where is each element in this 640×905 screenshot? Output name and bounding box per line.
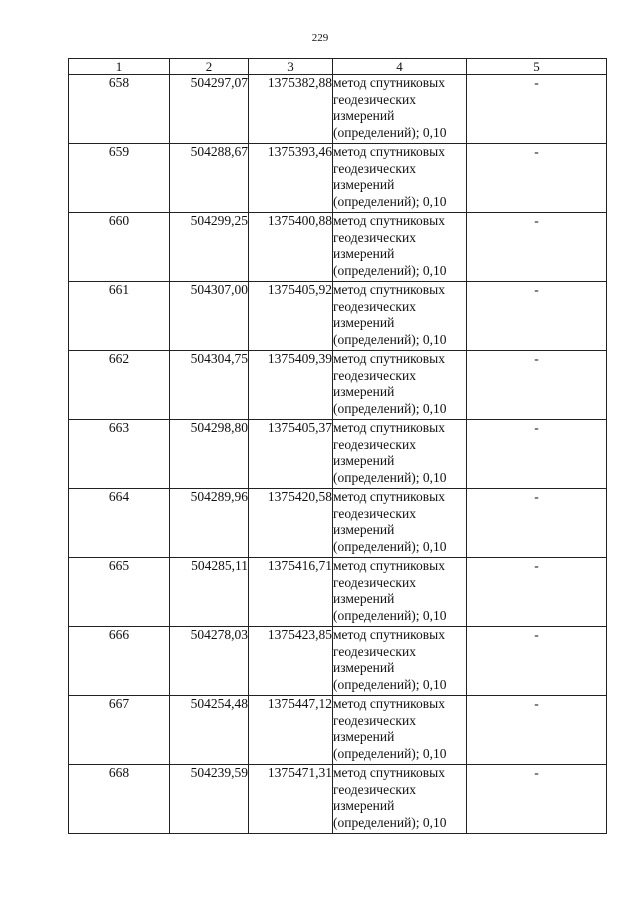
note-cell: - bbox=[467, 351, 607, 420]
table-body bbox=[69, 75, 607, 834]
x-coordinate-cell: 504288,67 bbox=[170, 144, 249, 213]
point-number-cell: 661 bbox=[69, 282, 170, 351]
y-coordinate-cell: 1375416,71 bbox=[249, 558, 333, 627]
method-line: (определений); 0,10 bbox=[333, 193, 447, 209]
y-coordinate-cell: 1375471,31 bbox=[249, 765, 333, 834]
method-line: метод спутниковых bbox=[333, 696, 445, 711]
x-coordinate-cell: 504289,96 bbox=[170, 489, 249, 558]
method-cell bbox=[333, 420, 467, 489]
y-coordinate-cell: 1375393,46 bbox=[249, 144, 333, 213]
point-number-cell: 658 bbox=[69, 75, 170, 144]
method-line: (определений); 0,10 bbox=[333, 538, 447, 554]
method-line: метод спутниковых bbox=[333, 213, 445, 228]
method-line: измерений bbox=[333, 453, 395, 468]
method-line: (определений); 0,10 bbox=[333, 331, 447, 347]
method-line: измерений bbox=[333, 384, 395, 399]
point-number-cell: 668 bbox=[69, 765, 170, 834]
column-header-number: 1 bbox=[69, 59, 170, 75]
point-number-cell: 666 bbox=[69, 627, 170, 696]
x-coordinate-cell: 504254,48 bbox=[170, 696, 249, 765]
method-line: геодезических bbox=[333, 160, 416, 176]
coordinates-table bbox=[68, 58, 607, 834]
table-row bbox=[69, 282, 607, 351]
method-cell bbox=[333, 282, 467, 351]
method-line: геодезических bbox=[333, 367, 416, 383]
note-cell: - bbox=[467, 696, 607, 765]
note-cell: - bbox=[467, 282, 607, 351]
method-line: (определений); 0,10 bbox=[333, 814, 447, 830]
method-line: метод спутниковых bbox=[333, 282, 445, 297]
method-line: (определений); 0,10 bbox=[333, 262, 447, 278]
page-number: 229 bbox=[311, 32, 329, 44]
table-row bbox=[69, 558, 607, 627]
method-line: (определений); 0,10 bbox=[333, 607, 447, 623]
method-line: геодезических bbox=[333, 298, 416, 314]
method-line: измерений bbox=[333, 729, 395, 744]
note-cell: - bbox=[467, 558, 607, 627]
method-line: измерений bbox=[333, 660, 395, 675]
method-line: геодезических bbox=[333, 229, 416, 245]
method-line: метод спутниковых bbox=[333, 75, 445, 90]
point-number-cell: 659 bbox=[69, 144, 170, 213]
column-header-method: 4 bbox=[333, 59, 467, 75]
point-number-cell: 665 bbox=[69, 558, 170, 627]
column-header-x: 2 bbox=[170, 59, 249, 75]
point-number-cell: 660 bbox=[69, 213, 170, 282]
table-header-row bbox=[69, 59, 607, 75]
point-number-cell: 663 bbox=[69, 420, 170, 489]
table-row bbox=[69, 75, 607, 144]
method-line: (определений); 0,10 bbox=[333, 400, 447, 416]
method-line: измерений bbox=[333, 177, 395, 192]
method-cell bbox=[333, 351, 467, 420]
y-coordinate-cell: 1375400,88 bbox=[249, 213, 333, 282]
y-coordinate-cell: 1375423,85 bbox=[249, 627, 333, 696]
x-coordinate-cell: 504304,75 bbox=[170, 351, 249, 420]
method-cell bbox=[333, 489, 467, 558]
method-line: измерений bbox=[333, 522, 395, 537]
method-cell bbox=[333, 696, 467, 765]
x-coordinate-cell: 504278,03 bbox=[170, 627, 249, 696]
method-cell bbox=[333, 213, 467, 282]
x-coordinate-cell: 504297,07 bbox=[170, 75, 249, 144]
point-number-cell: 662 bbox=[69, 351, 170, 420]
method-line: геодезических bbox=[333, 712, 416, 728]
method-line: геодезических bbox=[333, 781, 416, 797]
method-line: измерений bbox=[333, 246, 395, 261]
table-row bbox=[69, 696, 607, 765]
x-coordinate-cell: 504298,80 bbox=[170, 420, 249, 489]
method-line: геодезических bbox=[333, 574, 416, 590]
point-number-cell: 667 bbox=[69, 696, 170, 765]
method-line: метод спутниковых bbox=[333, 765, 445, 780]
method-line: (определений); 0,10 bbox=[333, 124, 447, 140]
table-row bbox=[69, 420, 607, 489]
method-line: метод спутниковых bbox=[333, 489, 445, 504]
note-cell: - bbox=[467, 765, 607, 834]
note-cell: - bbox=[467, 489, 607, 558]
note-cell: - bbox=[467, 75, 607, 144]
table-row bbox=[69, 489, 607, 558]
x-coordinate-cell: 504299,25 bbox=[170, 213, 249, 282]
y-coordinate-cell: 1375405,37 bbox=[249, 420, 333, 489]
method-line: (определений); 0,10 bbox=[333, 676, 447, 692]
table-row bbox=[69, 351, 607, 420]
method-cell bbox=[333, 144, 467, 213]
table-row bbox=[69, 627, 607, 696]
y-coordinate-cell: 1375447,12 bbox=[249, 696, 333, 765]
method-line: метод спутниковых bbox=[333, 558, 445, 573]
method-line: измерений bbox=[333, 315, 395, 330]
method-line: метод спутниковых bbox=[333, 420, 445, 435]
method-line: геодезических bbox=[333, 91, 416, 107]
note-cell: - bbox=[467, 627, 607, 696]
method-line: метод спутниковых bbox=[333, 351, 445, 366]
method-cell bbox=[333, 75, 467, 144]
method-line: измерений bbox=[333, 591, 395, 606]
x-coordinate-cell: 504239,59 bbox=[170, 765, 249, 834]
method-line: метод спутниковых bbox=[333, 627, 445, 642]
point-number-cell: 664 bbox=[69, 489, 170, 558]
y-coordinate-cell: 1375409,39 bbox=[249, 351, 333, 420]
y-coordinate-cell: 1375382,88 bbox=[249, 75, 333, 144]
method-line: геодезических bbox=[333, 436, 416, 452]
y-coordinate-cell: 1375405,92 bbox=[249, 282, 333, 351]
method-line: геодезических bbox=[333, 643, 416, 659]
method-line: геодезических bbox=[333, 505, 416, 521]
method-cell bbox=[333, 627, 467, 696]
y-coordinate-cell: 1375420,58 bbox=[249, 489, 333, 558]
column-header-note: 5 bbox=[467, 59, 607, 75]
x-coordinate-cell: 504307,00 bbox=[170, 282, 249, 351]
note-cell: - bbox=[467, 213, 607, 282]
method-line: метод спутниковых bbox=[333, 144, 445, 159]
note-cell: - bbox=[467, 420, 607, 489]
note-cell: - bbox=[467, 144, 607, 213]
column-header-y: 3 bbox=[249, 59, 333, 75]
table-row bbox=[69, 144, 607, 213]
method-cell bbox=[333, 558, 467, 627]
method-line: (определений); 0,10 bbox=[333, 469, 447, 485]
table-row bbox=[69, 213, 607, 282]
x-coordinate-cell: 504285,11 bbox=[170, 558, 249, 627]
method-line: измерений bbox=[333, 798, 395, 813]
table-row bbox=[69, 765, 607, 834]
method-cell bbox=[333, 765, 467, 834]
method-line: измерений bbox=[333, 108, 395, 123]
method-line: (определений); 0,10 bbox=[333, 745, 447, 761]
